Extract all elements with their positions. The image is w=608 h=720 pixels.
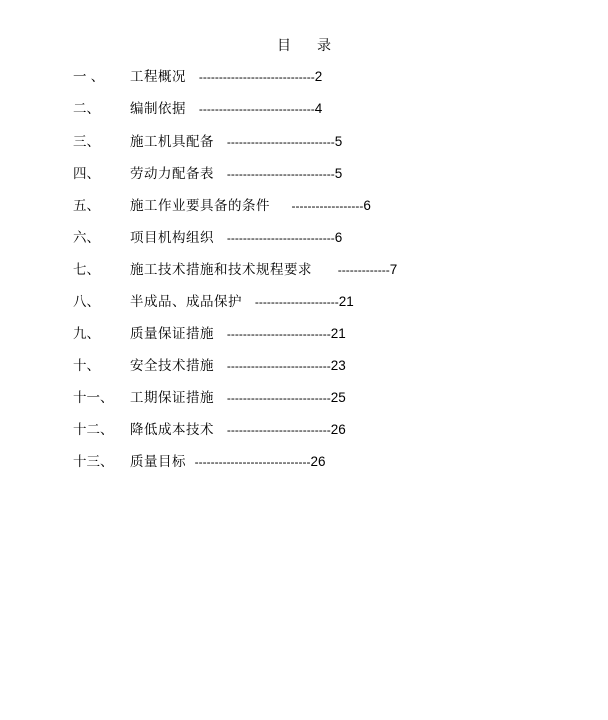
toc-row[interactable]: [0, 68, 608, 86]
toc-row-entry: [130, 100, 322, 118]
toc-row-number: 六、: [73, 230, 100, 246]
toc-row-number: 四、: [73, 166, 100, 182]
toc-row-page: 23: [330, 358, 346, 373]
toc-row-leader: ---------------------------: [226, 231, 335, 245]
toc-row[interactable]: [0, 389, 608, 407]
toc-row[interactable]: [0, 165, 608, 183]
toc-row-label: 安全技术措施: [130, 358, 214, 374]
toc-row-label: 质量保证措施: [130, 326, 214, 342]
toc-row-entry: [130, 357, 346, 375]
toc-row-page: 21: [330, 326, 346, 341]
toc-row[interactable]: [0, 357, 608, 375]
toc-row-number: 十二、: [73, 422, 114, 438]
toc-row-entry: [130, 165, 342, 183]
toc-row[interactable]: [0, 133, 608, 151]
toc-row-entry: [130, 261, 397, 279]
toc-row-entry: [130, 133, 342, 151]
toc-row[interactable]: [0, 197, 608, 215]
toc-row-label: 质量目标: [130, 454, 186, 470]
toc-row-entry: [130, 325, 346, 343]
toc-row-number: 三、: [73, 134, 100, 150]
toc-row-page: 5: [334, 134, 343, 149]
toc-row-entry: [130, 389, 346, 407]
toc-row-label: 工程概况: [130, 69, 186, 85]
toc-row-label: 降低成本技术: [130, 422, 214, 438]
toc-row-page: 5: [334, 166, 343, 181]
toc-row-number: 五、: [73, 198, 100, 214]
toc-row-page: 6: [334, 230, 343, 245]
toc-row[interactable]: [0, 453, 608, 471]
toc-row[interactable]: [0, 100, 608, 118]
toc-row[interactable]: [0, 229, 608, 247]
toc-row-leader: -----------------------------: [198, 102, 315, 116]
toc-row-entry: [130, 421, 346, 439]
toc-row-label: 编制依据: [130, 101, 186, 117]
toc-row-leader: ---------------------------: [226, 135, 335, 149]
toc-row-number: 二、: [73, 101, 100, 117]
toc-row-label: 施工机具配备: [130, 134, 214, 150]
toc-row-leader: --------------------------: [226, 391, 331, 405]
toc-row-label: 施工作业要具备的条件: [130, 198, 270, 214]
toc-row-entry: [130, 293, 354, 311]
toc-row-page: 21: [338, 294, 354, 309]
toc-row-number: 一 、: [73, 69, 105, 85]
toc-row-label: 工期保证措施: [130, 390, 214, 406]
toc-row-page: 26: [310, 454, 326, 469]
toc-row-entry: [130, 453, 326, 471]
toc-row-leader: --------------------------: [226, 359, 331, 373]
toc-row-page: 6: [363, 198, 371, 213]
toc-row-entry: [130, 229, 342, 247]
toc-row-leader: --------------------------: [226, 327, 331, 341]
toc-row-page: 2: [314, 69, 323, 84]
toc-row-number: 十一、: [73, 390, 114, 406]
toc-row[interactable]: [0, 261, 608, 279]
toc-row-number: 七、: [73, 262, 100, 278]
toc-title-char-1: 目: [277, 38, 291, 54]
toc-row-label: 施工技术措施和技术规程要求: [130, 262, 312, 278]
toc-row-page: 25: [330, 390, 346, 405]
toc-row-number: 八、: [73, 294, 100, 310]
toc-row[interactable]: [0, 325, 608, 343]
toc-row[interactable]: [0, 421, 608, 439]
toc-row-entry: [130, 197, 371, 215]
toc-row-page: 7: [389, 262, 398, 277]
toc-row-entry: [130, 68, 322, 86]
toc-row-label: 半成品、成品保护: [130, 294, 242, 310]
toc-row-leader: -----------------------------: [194, 455, 311, 469]
toc-row-page: 4: [314, 101, 323, 116]
toc-title-char-2: 录: [317, 38, 331, 54]
toc-row-label: 项目机构组织: [130, 230, 214, 246]
toc-row-number: 十、: [73, 358, 100, 374]
toc-row-leader: ---------------------: [254, 295, 339, 309]
toc-row-leader: --------------------------: [226, 423, 331, 437]
toc-row-leader: ---------------------------: [226, 167, 335, 181]
toc-row-page: 26: [330, 422, 346, 437]
toc-row[interactable]: [0, 293, 608, 311]
toc-row-number: 九、: [73, 326, 100, 342]
toc-row-label: 劳动力配备表: [130, 166, 214, 182]
toc-row-leader: ------------------: [291, 199, 364, 213]
toc-row-leader: -----------------------------: [198, 70, 315, 84]
toc-row-number: 十三、: [73, 454, 114, 470]
toc-row-leader: -------------: [337, 263, 390, 277]
